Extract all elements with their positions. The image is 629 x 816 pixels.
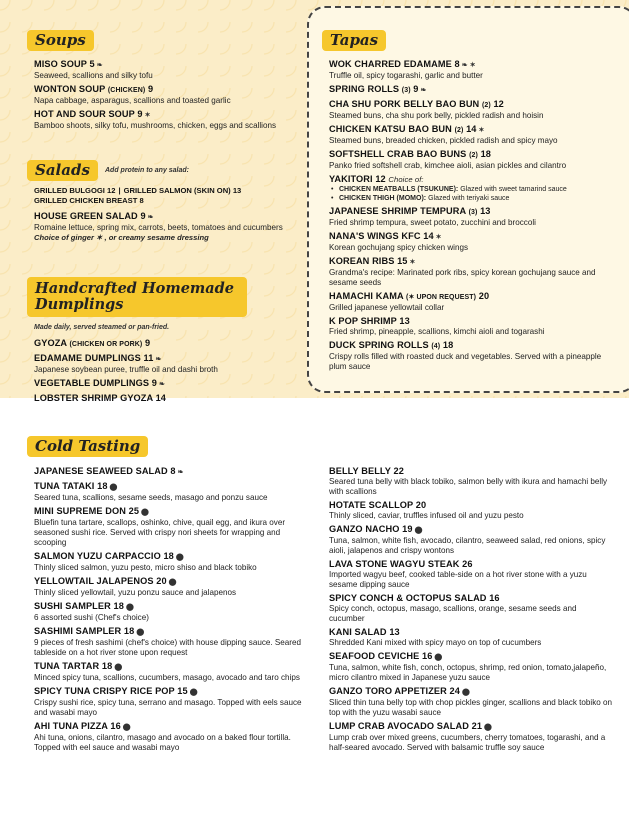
menu-item [34, 338, 299, 350]
item-title-line [329, 206, 619, 218]
item-price: 20 [415, 500, 427, 510]
item-title-line [329, 231, 619, 243]
item-name: HOT AND SOUR SOUP [34, 109, 135, 119]
menu-item [329, 559, 614, 590]
item-description: Steamed buns, cha shu pork belly, pickled radish and hoisin [329, 111, 544, 120]
item-title-line [329, 627, 614, 638]
menu-item [34, 686, 309, 718]
item-name: SUSHI SAMPLER [34, 601, 111, 611]
item-description: Crispy sushi rice, spicy tuna, serrano and masago. Topped with eels sauce and wasabi mayo [34, 698, 302, 717]
item-title-line [329, 500, 614, 511]
choice-label: Choice of: [388, 175, 424, 184]
item-name: CHA SHU PORK BELLY BAO BUN [329, 99, 480, 109]
item-description: Fried shrimp, pineapple, scallions, kimchi aioli and togarashi [329, 327, 545, 336]
menu-item [34, 551, 309, 573]
item-description: Grandma's recipe: Marinated pork ribs, spicy korean gochujang sauce and sesame seeds [329, 268, 596, 287]
item-description: Fried shrimp tempura, sweet potato, zucchini and broccoli [329, 218, 536, 227]
item-price: 18 [113, 601, 124, 611]
item-title-line [329, 59, 619, 71]
item-price: 13 [480, 206, 491, 216]
item-name: GANZO NACHO [329, 524, 400, 534]
item-description: Ahi tuna, onions, cilantro, masago and avocado on a baked flour tortilla. Topped with eel sauce and wasabi mayo [34, 733, 291, 752]
item-price: 5 [89, 59, 95, 69]
item-description: Japanese soybean puree, truffle oil and dashi broth [34, 365, 218, 374]
item-qualifier: (CHICKEN) [107, 87, 146, 94]
item-title-line [34, 661, 309, 673]
soups-list [34, 59, 294, 134]
item-qualifier: (2) [469, 152, 478, 159]
dumplings-title-line1: Handcrafted Homemade [35, 280, 235, 297]
item-price: 14 [155, 393, 166, 403]
item-qualifier: (2) [481, 102, 491, 109]
menu-item [329, 291, 619, 313]
item-name: SOFTSHELL CRAB BAO BUNS [329, 149, 467, 159]
item-title-line [329, 721, 614, 733]
item-name: YELLOWTAIL JALAPENOS [34, 576, 154, 586]
item-name: SEAFOOD CEVICHE [329, 651, 420, 661]
item-price: 21 [471, 721, 483, 731]
menu-item [329, 466, 614, 497]
item-title-line [329, 593, 614, 604]
raw-icon: ⬤ [189, 689, 198, 696]
raw-icon: ⬤ [122, 724, 131, 731]
raw-icon: ⬤ [125, 604, 134, 611]
item-qualifier: (2) [454, 127, 464, 134]
item-title-line [34, 481, 309, 493]
item-description: Steamed buns, breaded chicken, pickled radish and spicy mayo [329, 136, 558, 145]
menu-item [34, 378, 299, 390]
item-title-line [329, 466, 614, 477]
spicy-icon: ✶ [144, 112, 151, 119]
item-price: 19 [402, 524, 413, 534]
soups-heading: Soups [27, 30, 94, 51]
item-name: LAVA STONE WAGYU STEAK [329, 559, 460, 569]
item-description: Spicy conch, octopus, masago, scallions, orange, sesame seeds and cucumber [329, 604, 577, 623]
menu-item [34, 626, 309, 658]
item-name: KANI SALAD [329, 627, 387, 637]
item-description: Romaine lettuce, spring mix, carrots, beets, tomatoes and cucumbers [34, 223, 283, 232]
item-name: WOK CHARRED EDAMAME [329, 59, 452, 69]
dumplings-note: Made daily, served steamed or pan-fried. [34, 324, 170, 331]
item-price: 9 [147, 84, 154, 94]
item-price: 26 [462, 559, 473, 569]
item-title-line [329, 316, 619, 327]
raw-icon: ⬤ [168, 579, 177, 586]
item-name: SPICY CONCH & OCTOPUS SALAD [329, 593, 487, 603]
raw-icon: ⬤ [109, 484, 118, 491]
menu-item [34, 393, 299, 404]
menu-item [329, 231, 619, 253]
menu-item [329, 316, 619, 337]
menu-item [329, 627, 614, 648]
item-price: 16 [110, 721, 121, 731]
item-name: WONTON SOUP [34, 84, 106, 94]
menu-item [329, 500, 614, 521]
item-name: YAKITORI [329, 174, 373, 184]
item-qualifier: (4) [431, 343, 441, 350]
item-qualifier: (3) [401, 87, 411, 94]
item-title-line [329, 686, 614, 698]
menu-item [34, 84, 294, 106]
item-price: 9 [413, 84, 419, 94]
menu-item [34, 576, 309, 598]
spicy-icon: ✶ [478, 127, 485, 134]
item-description: Tuna, salmon, white fish, conch, octopus, shrimp, red onion, tomato,jalapeño, micro cilantro mixed in Japanese yuzu sauce [329, 663, 607, 682]
item-title-line [329, 524, 614, 536]
item-price: 15 [177, 686, 188, 696]
item-name: AHI TUNA PIZZA [34, 721, 108, 731]
item-price: 24 [449, 686, 460, 696]
salads-heading: Salads [27, 160, 98, 181]
item-description: 9 pieces of fresh sashimi (chef's choice) with house dipping sauce. Seared tableside on a hot river stone upon request [34, 638, 301, 657]
menu-item [329, 686, 614, 718]
item-price: 9 [140, 211, 146, 221]
item-title-line [34, 109, 294, 121]
menu-item [329, 206, 619, 228]
protein-separator: | [118, 186, 121, 195]
item-description: Napa cabbage, asparagus, scallions and toasted garlic [34, 96, 231, 105]
item-price: 9 [151, 378, 157, 388]
dumplings-title-line2: Dumplings [35, 295, 124, 313]
menu-item [329, 59, 619, 81]
item-title-line [329, 340, 619, 352]
spicy-icon: ✶ [409, 259, 416, 266]
menu-item [34, 109, 294, 131]
item-title-line [34, 338, 299, 350]
raw-icon: ⬤ [461, 689, 470, 696]
item-qualifier: (CHICKEN OR PORK) [69, 341, 143, 348]
item-name: K POP SHRIMP [329, 316, 397, 326]
item-description: Thinly sliced, caviar, truffles infused oil and yuzu pesto [329, 511, 524, 520]
item-title-line [329, 124, 619, 136]
item-name: TUNA TARTAR [34, 661, 100, 671]
cold-tasting-heading: Cold Tasting [27, 436, 148, 457]
item-title-line [34, 551, 309, 563]
item-name: HAMACHI KAMA [329, 291, 404, 301]
tapas-heading: Tapas [322, 30, 386, 51]
menu-item [34, 59, 294, 81]
item-description: Bluefin tuna tartare, scallops, oshinko, chive, quail egg, and ikura over seasoned sushi rice. Served with crispy nori sheets for wrapping and scooping [34, 518, 286, 547]
protein-options [34, 186, 299, 196]
item-price: 22 [393, 466, 404, 476]
yakitori-option: • CHICKEN MEATBALLS (TSUKUNE): Glazed with sweet tamarind sauce [329, 185, 619, 194]
item-title-line [329, 651, 614, 663]
item-description: Imported wagyu beef, cooked table-side on a hot river stone with a yuzu sesame dipping sauce [329, 570, 587, 589]
item-title-line [329, 149, 619, 161]
item-price: 16 [489, 593, 500, 603]
menu-item [329, 340, 619, 372]
item-price: 14 [423, 231, 434, 241]
cold-left-list [34, 466, 309, 756]
item-title-line [329, 84, 619, 96]
item-name: HOUSE GREEN SALAD [34, 211, 138, 221]
menu-item [34, 353, 299, 375]
item-price: 13 [399, 316, 410, 326]
menu-item [329, 84, 619, 96]
item-description: Seaweed, scallions and silky tofu [34, 71, 153, 80]
raw-icon: ⬤ [136, 629, 145, 636]
item-price: 13 [389, 627, 400, 637]
item-title-line [34, 626, 309, 638]
item-title-line [34, 466, 309, 478]
raw-icon: ⬤ [141, 509, 149, 516]
item-price: 12 [375, 174, 386, 184]
item-title-line [34, 353, 299, 365]
item-name: LUMP CRAB AVOCADO SALAD [329, 721, 469, 731]
item-description: Lump crab over mixed greens, cucumbers, cherry tomatoes, togarashi, and a half-seared avocado. Served with balsamic truffle soy sauce [329, 733, 606, 752]
item-name: SASHIMI SAMPLER [34, 626, 122, 636]
menu-item [329, 651, 614, 683]
salads-list [34, 186, 299, 246]
item-description: Crispy rolls filled with roasted duck and vegetables. Served with a pineapple plum sauce [329, 352, 602, 371]
item-name: SPICY TUNA CRISPY RICE POP [34, 686, 175, 696]
vegetarian-icon: ❧ [155, 356, 162, 363]
item-title-line [329, 291, 619, 303]
item-description: Minced spicy tuna, scallions, cucumbers, masago, avocado and taro chips [34, 673, 300, 682]
menu-item [329, 149, 619, 171]
menu-item [34, 661, 309, 683]
menu-item [329, 524, 614, 556]
item-description: Sliced thin tuna belly top with chop pickles ginger, scallions and black tobiko on top with the yuzu wasabi sauce [329, 698, 613, 717]
menu-item [34, 506, 309, 548]
item-price: 15 [397, 256, 408, 266]
item-description: Truffle oil, spicy togarashi, garlic and butter [329, 71, 483, 80]
item-price: 9 [145, 338, 151, 348]
item-name: NANA'S WINGS KFC [329, 231, 421, 241]
item-description: Grilled japanese yellowtail collar [329, 303, 445, 312]
protein-chicken: GRILLED CHICKEN BREAST 8 [34, 196, 144, 205]
salads-note: Add protein to any salad: [105, 167, 190, 174]
yakitori-option: • CHICKEN THIGH (MOMO): Glazed with teriyaki sauce [329, 194, 619, 203]
item-price: 18 [480, 149, 491, 159]
item-title-line [329, 559, 614, 570]
item-qualifier: (3) [468, 209, 478, 216]
dressing-choice: Choice of ginger ✶ , or creamy sesame dressing [34, 233, 209, 242]
item-title-line [34, 721, 309, 733]
item-name: VEGETABLE DUMPLINGS [34, 378, 150, 388]
raw-icon: ⬤ [114, 664, 123, 671]
raw-icon: ⬤ [434, 654, 443, 661]
tapas-list [329, 59, 619, 375]
menu-item [329, 593, 614, 624]
item-name: SPRING ROLLS [329, 84, 400, 94]
protein-bulgogi: GRILLED BULGOGI 12 [34, 186, 116, 195]
item-title-line [34, 686, 309, 698]
item-price: 20 [478, 291, 490, 301]
item-title-line [329, 256, 619, 268]
item-name: MISO SOUP [34, 59, 87, 69]
menu-item [329, 124, 619, 146]
raw-icon: ⬤ [175, 554, 184, 561]
item-title-line [34, 506, 309, 518]
item-description: Seared tuna belly with black tobiko, salmon belly with ikura and hamachi belly with scallions [329, 477, 608, 496]
dumplings-list [34, 338, 299, 407]
raw-icon: ⬤ [414, 527, 423, 534]
item-price: 18 [101, 661, 113, 671]
item-description: Seared tuna, scallions, sesame seeds, masago and ponzu sauce [34, 493, 268, 502]
item-name: SALMON YUZU CARPACCIO [34, 551, 161, 561]
item-description: Bamboo shoots, silky tofu, mushrooms, chicken, eggs and scallions [34, 121, 277, 130]
item-price: 12 [493, 99, 504, 109]
item-description: Thinly sliced yellowtail, yuzu ponzu sauce and jalapenos [34, 588, 237, 597]
vegetarian-icon: ❧ [177, 469, 184, 476]
menu-item-yakitori [329, 174, 619, 203]
vegetarian-icon: ❧ [158, 381, 165, 388]
dumplings-heading [27, 277, 247, 317]
item-name: MINI SUPREME DON [34, 506, 126, 516]
menu-item [34, 211, 299, 243]
item-name: KOREAN RIBS [329, 256, 395, 266]
menu-item [34, 481, 309, 503]
raw-icon: ⬤ [484, 724, 492, 731]
item-description: Korean gochujang spicy chicken wings [329, 243, 469, 252]
item-description: Shredded Kani mixed with spicy mayo on top of cucumbers [329, 638, 542, 647]
item-title-line [34, 576, 309, 588]
vegetarian-spicy-icon: ❧ ✶ [461, 62, 476, 69]
item-price: 18 [163, 551, 174, 561]
menu-item [34, 466, 309, 478]
item-description: Thinly sliced salmon, yuzu pesto, micro shiso and black tobiko [34, 563, 257, 572]
item-price: 25 [128, 506, 140, 516]
item-description: Tuna, salmon, white fish, avocado, cilantro, seaweed salad, red onions, spicy aioli, jalapenos and crispy wontons [329, 536, 606, 555]
item-title-line [34, 59, 294, 71]
protein-salmon: GRILLED SALMON (SKIN ON) 13 [123, 186, 242, 195]
item-name: BELLY BELLY [329, 466, 391, 476]
item-price: 20 [156, 576, 167, 586]
item-price: 8 [454, 59, 460, 69]
item-price: 11 [143, 353, 154, 363]
spicy-icon: ✶ [435, 234, 442, 241]
vegetarian-icon: ❧ [147, 214, 154, 221]
item-title-line [34, 601, 309, 613]
item-price: 18 [97, 481, 108, 491]
item-name: CHICKEN KATSU BAO BUN [329, 124, 452, 134]
item-price: 9 [137, 109, 143, 119]
menu-item [329, 256, 619, 288]
item-name: GANZO TORO APPETIZER [329, 686, 447, 696]
item-description: Panko fried softshell crab, kimchee aioli, asian pickles and cilantro [329, 161, 567, 170]
item-price: 18 [123, 626, 135, 636]
item-name: JAPANESE SHRIMP TEMPURA [329, 206, 466, 216]
item-title-line [34, 84, 294, 96]
item-qualifier: (✶ UPON REQUEST) [406, 294, 477, 301]
item-price: 16 [421, 651, 433, 661]
item-title-line [329, 99, 619, 111]
menu-item [34, 601, 309, 623]
cold-right-list [329, 466, 614, 756]
item-price: 14 [466, 124, 477, 134]
item-price: 8 [170, 466, 176, 476]
item-description: 6 assorted sushi (Chef's choice) [34, 613, 149, 622]
menu-item [34, 721, 309, 753]
item-name: DUCK SPRING ROLLS [329, 340, 429, 350]
item-name: LOBSTER SHRIMP GYOZA [34, 393, 153, 403]
item-price: 18 [442, 340, 454, 350]
item-name: HOTATE SCALLOP [329, 500, 414, 510]
item-name: GYOZA [34, 338, 67, 348]
item-name: EDAMAME DUMPLINGS [34, 353, 141, 363]
item-title-line [34, 378, 299, 390]
vegetarian-icon: ❧ [96, 62, 103, 69]
item-name: TUNA TATAKI [34, 481, 95, 491]
vegetarian-icon: ❧ [420, 87, 427, 94]
item-name: JAPANESE SEAWEED SALAD [34, 466, 168, 476]
item-title-line [34, 393, 299, 404]
menu-item [329, 99, 619, 121]
menu-item [329, 721, 614, 753]
